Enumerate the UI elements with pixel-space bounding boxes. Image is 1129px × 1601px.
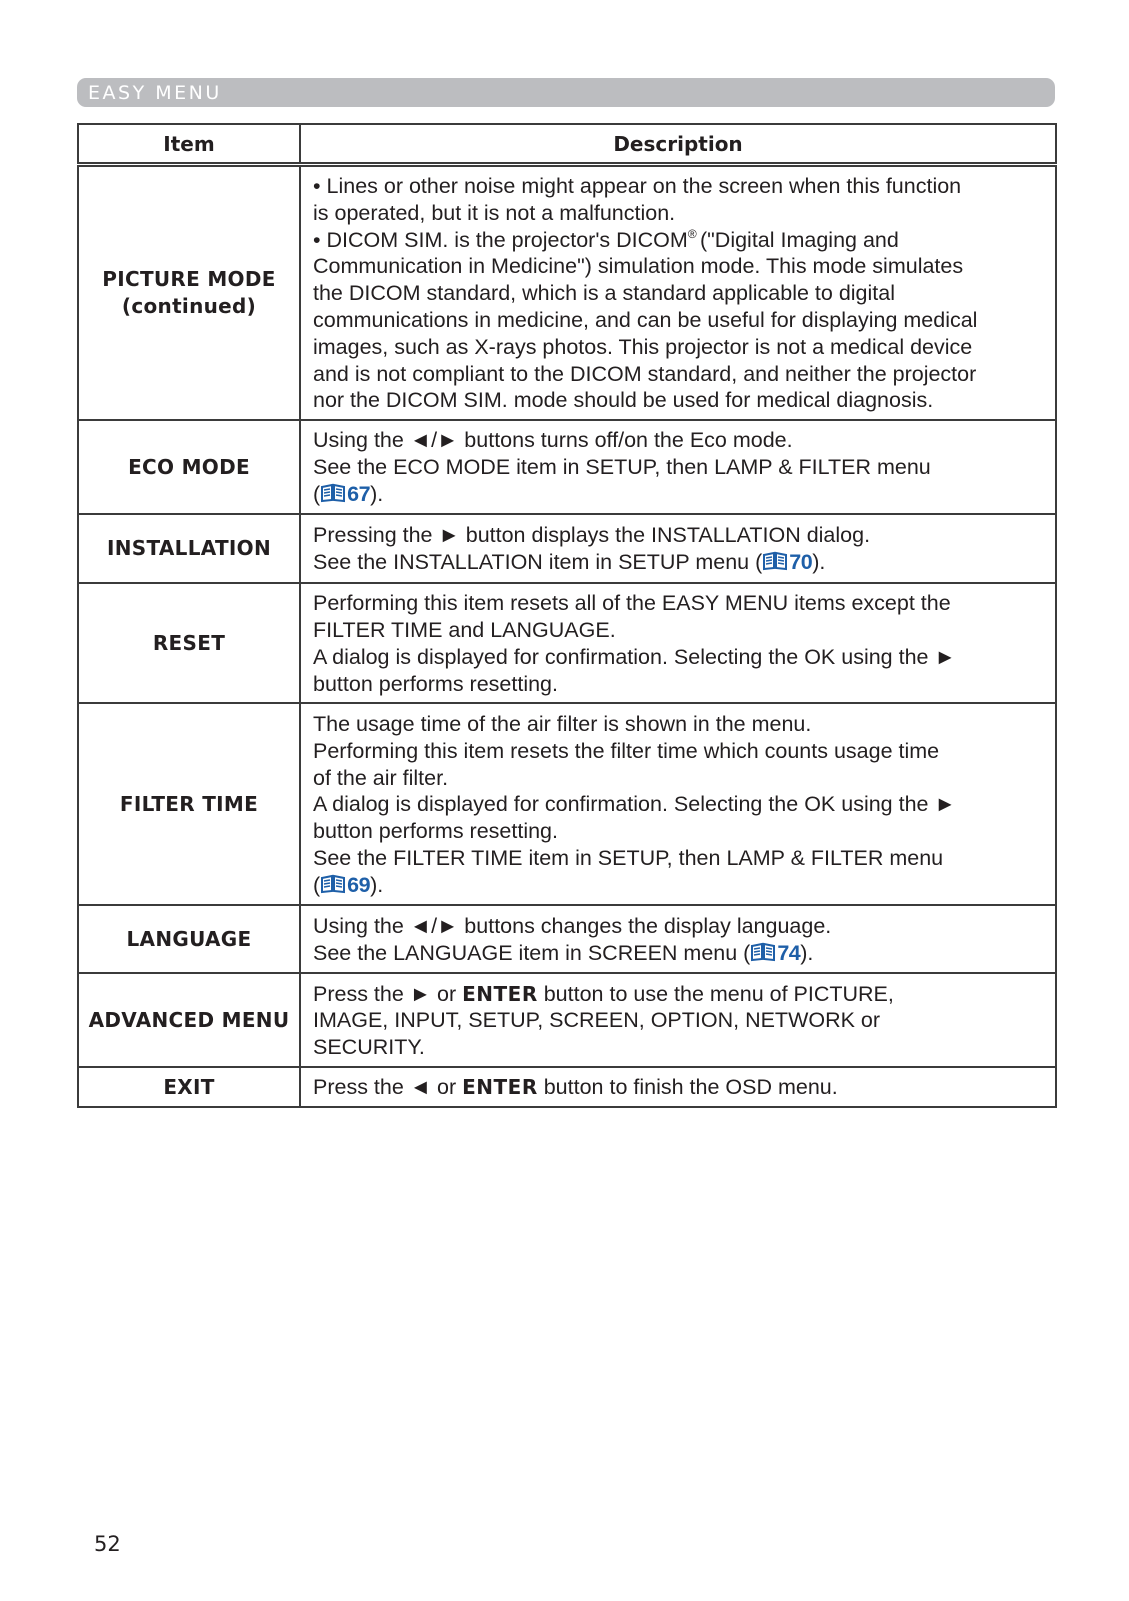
description-picture-mode: • Lines or other noise might appear on the screen when this function is operated, but it is not a malfunction. • DICOM SIM. is the projector's DICOM® ("Digital Imaging and Communication in Medicine") simulation mode. This mode simulates the DICOM standard, which is a standard applicable to digital communications in medicine, and can be useful for displaying medical images, such as X-rays photos. This projector is not a medical device and is not compliant to the DICOM standard, and neither the projector nor the DICOM SIM. mode should be used for medical diagnosis. [300,165,1056,421]
page-reference-69[interactable]: 69 [320,873,370,897]
description-reset: Performing this item resets all of the EASY MENU items except the FILTER TIME and LANGUAGE. A dialog is displayed for confirmation. Selecting the OK using the ► button performs resetting. [300,583,1056,703]
item-eco-mode: ECO MODE [78,420,300,514]
table-row-reset [78,583,1056,703]
item-filter-time: FILTER TIME [78,703,300,905]
table-row-advanced-menu [78,973,1056,1067]
book-reference-icon [750,942,776,962]
book-reference-icon [762,551,788,571]
table-header-row [78,124,1056,165]
registered-mark: ® [687,226,700,241]
description-exit: Press the ◄ or ENTER button to finish the OSD menu. [300,1067,1056,1107]
enter-key-label: ENTER [462,1075,538,1100]
table-row-filter-time [78,703,1056,905]
item-picture-mode: PICTURE MODE (continued) [78,165,300,421]
description-installation: Pressing the ► button displays the INSTALLATION dialog. See the INSTALLATION item in SETUP menu ( 70). [300,514,1056,583]
item-exit: EXIT [78,1067,300,1107]
page-reference-67[interactable]: 67 [320,482,370,506]
item-language: LANGUAGE [78,905,300,973]
description-filter-time: The usage time of the air filter is shown in the menu. Performing this item resets the filter time which counts usage time of the air filter. A dialog is displayed for confirmation. Selecting the OK using the ► button performs resetting. See the FILTER TIME item in SETUP, then LAMP & FILTER menu ( 69). [300,703,1056,905]
description-advanced-menu: Press the ► or ENTER button to use the menu of PICTURE, IMAGE, INPUT, SETUP, SCREEN, OPTION, NETWORK or SECURITY. [300,973,1056,1067]
description-eco-mode: Using the ◄/► buttons turns off/on the Eco mode. See the ECO MODE item in SETUP, then LAMP & FILTER menu ( 67). [300,420,1056,514]
page-reference-70[interactable]: 70 [762,550,812,574]
page-reference-74[interactable]: 74 [750,941,800,965]
item-reset: RESET [78,583,300,703]
table-row-language [78,905,1056,973]
section-header [77,78,1055,107]
description-language: Using the ◄/► buttons changes the display language. See the LANGUAGE item in SCREEN menu ( 74). [300,905,1056,973]
table-row-picture-mode [78,165,1056,421]
page-number: 52 [94,1532,121,1556]
table-row-installation [78,514,1056,583]
book-reference-icon [320,874,346,894]
item-installation: INSTALLATION [78,514,300,583]
book-reference-icon [320,483,346,503]
section-title: EASY MENU [88,82,222,104]
table-row-exit [78,1067,1056,1107]
description-column-header: Description [300,124,1056,165]
item-advanced-menu: ADVANCED MENU [78,973,300,1067]
item-column-header: Item [78,124,300,165]
easy-menu-table [77,123,1057,1108]
enter-key-label: ENTER [462,981,538,1006]
table-row-eco-mode [78,420,1056,514]
